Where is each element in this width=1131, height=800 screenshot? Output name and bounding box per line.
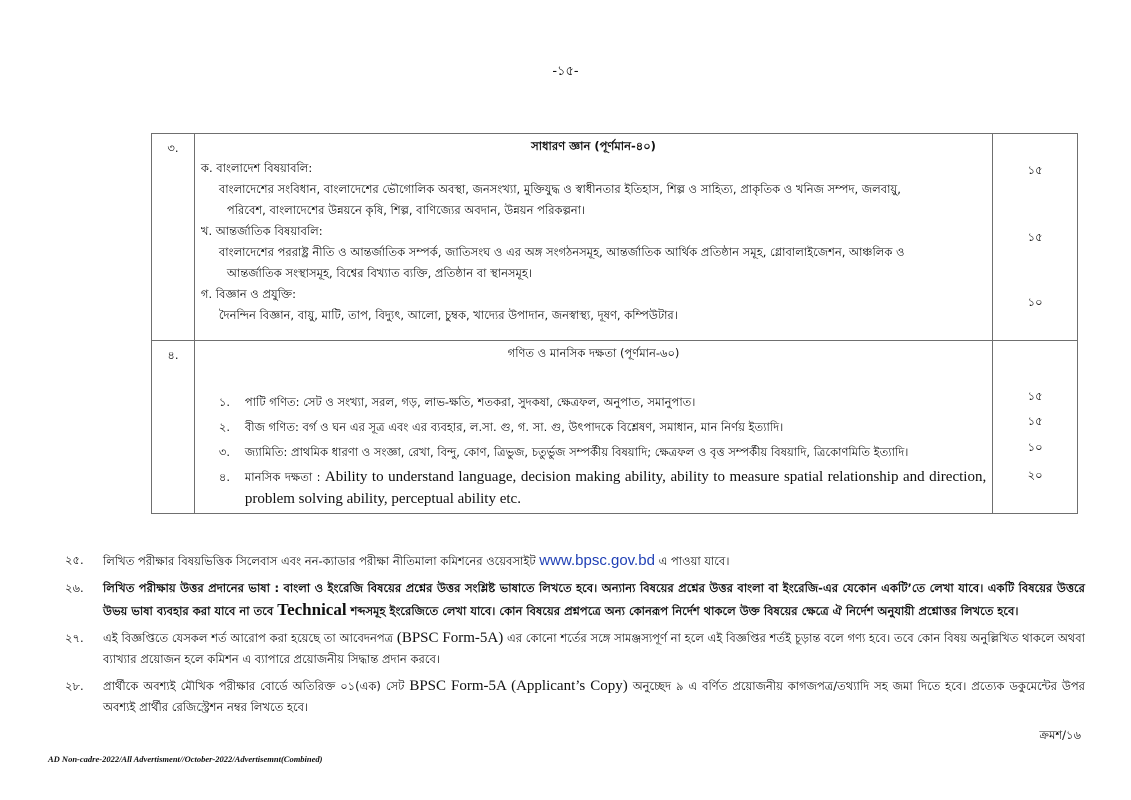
list-item: ১. পাটি গণিত: সেট ও সংখ্যা, সরল, গড়, লাভ-ক্ষতি, শতকরা, সুদকষা, ক্ষেত্রফল, অনুপাত, সমানুপাত। [218,395,696,409]
section-title: সাধারণ জ্ঞান (পূর্ণমান-৪০) [531,139,656,153]
row-number: ৩. [152,134,195,341]
marks-value: ১৫ [1027,230,1043,244]
subsection-heading: ক. বাংলাদেশ বিষয়াবলি: [200,161,313,175]
subsection-heading: গ. বিজ্ঞান ও প্রযুক্তি: [200,287,296,301]
syllabus-table [151,133,1078,514]
instruction-25: ২৫. লিখিত পরীক্ষার বিষয়ভিত্তিক সিলেবাস এবং নন-ক্যাডার পরীক্ষা নীতিমালা কমিশনের ওয়েবসাইট www.bpsc.gov.bd এ পাওয়া যাবে। [65,552,730,569]
marks-value: ২০ [1027,468,1043,482]
marks-value: ১০ [1027,440,1043,454]
row-marks [993,134,1078,341]
table-row-math-mental-ability [152,341,1078,514]
row-marks [993,341,1078,514]
instruction-27: ২৭. এই বিজ্ঞপ্তিতে যেসকল শর্ত আরোপ করা হয়েছে তা আবেদনপত্র (BPSC Form-5A) এর কোনো শর্তের সঙ্গে সামঞ্জস্যপূর্ণ না হলে এই বিজ্ঞপ্তির শর্তই চূড়ান্ত বলে গণ্য হবে। তবে কোন বিষয় অনুল্লিখিত থাকলে অথবা ব্যাখ্যার প্রয়োজন হলে কমিশন এ ব্যাপারে প্রয়োজনীয় সিদ্ধান্ত প্রদান করবে। [65,630,1085,666]
row-content [194,134,992,341]
row-number: ৪. [152,341,195,514]
table-row-general-knowledge [152,134,1078,341]
subsection-body: বাংলাদেশের সংবিধান, বাংলাদেশের ভৌগোলিক অবস্থা, জনসংখ্যা, মুক্তিযুদ্ধ ও স্বাধীনতার ইতিহাস, শিল্প ও সাহিত্য, প্রাকৃতিক ও খনিজ সম্পদ, জলবায়ু, পরিবেশ, বাংলাদেশের উন্নয়নে কৃষি, শিল্প, বাণিজ্যের অবদান, উন্নয়ন পরিকল্পনা। [218,182,901,217]
list-item: ৪. মানসিক দক্ষতা : Ability to understand language, decision making ability, ability to measure spatial relationship and direction, problem solving ability, perceptual ability etc. [218,469,987,507]
page-number: -১৫- [552,64,579,79]
list-item: ৩. জ্যামিতি: প্রাথমিক ধারণা ও সংজ্ঞা, রেখা, বিন্দু, কোণ, ত্রিভুজ, চতুর্ভুজ সম্পর্কীয় বিষয়াদি; ক্ষেত্রফল ও বৃত্ত সম্পর্কীয় বিষয়াদি, ত্রিকোণমিতি ইত্যাদি। [218,445,909,459]
marks-value: ১৫ [1027,389,1043,403]
math-topic-list [195,365,992,510]
subsection-body: দৈনন্দিন বিজ্ঞান, বায়ু, মাটি, তাপ, বিদ্যুৎ, আলো, চুম্বক, খাদ্যের উপাদান, জনস্বাস্থ্য, দূষণ, কম্পিউটার। [218,308,678,322]
continued-marker: ক্রমশ/১৬ [1039,728,1081,742]
subsection-body: বাংলাদেশের পররাষ্ট্র নীতি ও আন্তর্জাতিক সম্পর্ক, জাতিসংঘ ও এর অঙ্গ সংগঠনসমূহ, আন্তর্জাতিক আর্থিক প্রতিষ্ঠান সমূহ, গ্লোবালাইজেশন, আঞ্চলিক ও আন্তর্জাতিক সংস্থাসমূহ, বিশ্বের বিখ্যাত ব্যক্তি, প্রতিষ্ঠান বা স্থানসমূহ। [218,245,905,280]
bpsc-website-link[interactable]: www.bpsc.gov.bd [539,552,655,569]
row-content [194,341,992,514]
section-title: গণিত ও মানসিক দক্ষতা (পূর্ণমান-৬০) [507,346,680,360]
instruction-26: ২৬. লিখিত পরীক্ষায় উত্তর প্রদানের ভাষা : বাংলা ও ইংরেজি বিষয়ের প্রশ্নের উত্তর সংশ্লিষ্ট ভাষাতে লিখতে হবে। অন্যান্য বিষয়ের প্রশ্নের উত্তর বাংলা বা ইংরেজি-এর যেকোন একটি’তে লেখা যাবে। একটি বিষয়ের উত্তরে উভয় ভাষা ব্যবহার করা যাবে না তবে Technical শব্দসমূহ ইংরেজিতে লেখা যাবে। কোন বিষয়ের প্রশ্নপত্রে অন্য কোনরূপ নির্দেশ থাকলে উক্ত বিষয়ের ক্ষেত্রে ঐ নির্দেশ অনুযায়ী প্রশ্নোত্তর লিখতে হবে। [65,581,1085,619]
marks-value: ১০ [1027,295,1043,309]
instructions-list [65,550,1085,724]
marks-value: ১৫ [1027,414,1043,428]
footer-reference: AD Non-cadre-2022/All Advertisment//October-2022/Advertisemnt(Combined) [48,754,323,764]
subsection-heading: খ. আন্তর্জাতিক বিষয়াবলি: [200,224,323,238]
marks-value: ১৫ [1027,163,1043,177]
list-item: ২. বীজ গণিত: বর্গ ও ঘন এর সূত্র এবং এর ব্যবহার, ল.সা. গু, গ. সা. গু, উৎপাদকে বিশ্লেষণ, সমাধান, মান নির্ণয় ইত্যাদি। [218,420,784,434]
instruction-28: ২৮. প্রার্থীকে অবশ্যই মৌখিক পরীক্ষার বোর্ডে অতিরিক্ত ০১(এক) সেট BPSC Form-5A (Applicant’s Copy) অনুচ্ছেদ ৯ এ বর্ণিত প্রয়োজনীয় কাগজপত্র/তথ্যাদি সহ জমা দিতে হবে। প্রত্যেক ডকুমেন্টের উপর অবশ্যই প্রার্থীর রেজিস্ট্রেশন নম্বর লিখতে হবে। [65,678,1085,714]
